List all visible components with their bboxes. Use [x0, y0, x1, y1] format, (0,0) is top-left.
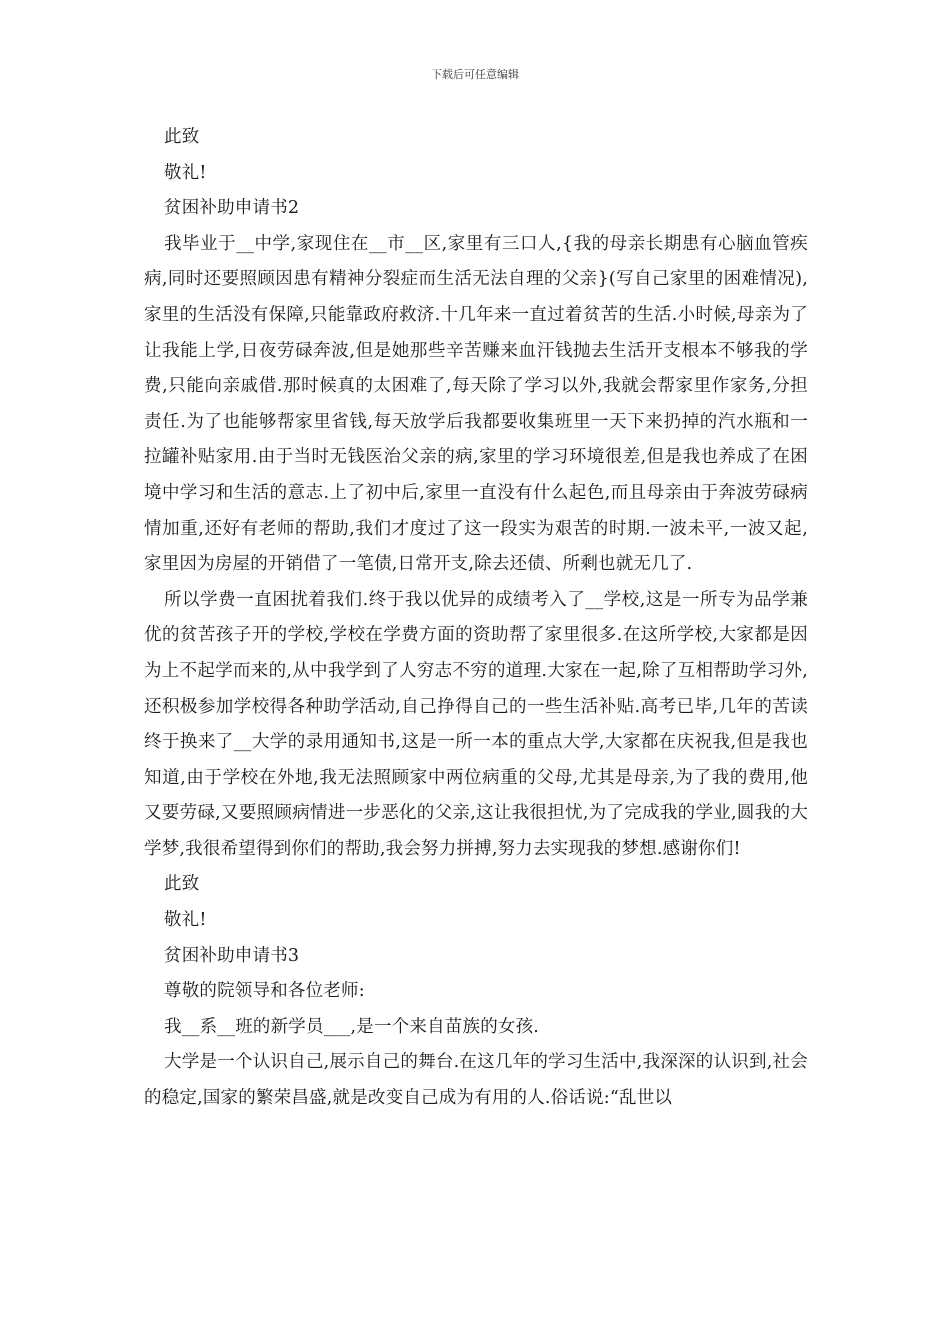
greeting-line: 尊敬的院领导和各位老师:	[164, 981, 365, 1002]
body-paragraph: 我毕业于__中学,家现住在__市__区,家里有三口人,{我的母亲长期患有心脑血管疾病,同时还要照顾因患有精神分裂症而生活无法自理的父亲}(写自己家里的困难情况),家里的生活没有保障,只能靠政府救济.十几年来一直过着贫苦的生活.小时候,母亲为了让我能上学,日夜劳碌奔波,但是她那些辛苦赚来血汗钱抛去生活开支根本不够我的学费,只能向亲戚借.那时候真的太困难了,每天除了学习以外,我就会帮家里作家务,分担责任.为了也能够帮家里省钱,每天放学后我都要收集班里一天下来扔掉的汽水瓶和一拉罐补贴家用.由于当时无钱医治父亲的病,家里的学习环境很差,但是我也养成了在困境中学习和生活的意志.上了初中后,家里一直没有什么起色,而且母亲由于奔波劳碌病情加重,还好有老师的帮助,我们才度过了这一段实为艰苦的时期.一波未平,一波又起,家里因为房屋的开销借了一笔债,日常开支,除去还债、所剩也就无几了.	[144, 233, 808, 575]
intro-line: 我__系__班的新学员___,是一个来自苗族的女孩.	[164, 1016, 540, 1037]
closing-regards: 敬礼!	[164, 910, 207, 931]
page-header: 下载后可任意编辑	[431, 68, 519, 81]
body-paragraph: 所以学费一直困扰着我们.终于我以优异的成绩考入了__学校,这是一所专为品学兼优的贫苦孩子开的学校,学校在学费方面的资助帮了家里很多.在这所学校,大家都是因为上不起学而来的,从中我学到了人穷志不穷的道理.大家在一起,除了互相帮助学习外,还积极参加学校得各种助学活动,自己挣得自己的一些生活补贴.高考已毕,几年的苦读终于换来了__大学的录用通知书,这是一所一本的重点大学,大家都在庆祝我,但是我也知道,由于学校在外地,我无法照顾家中两位病重的父母,尤其是母亲,为了我的费用,他又要劳碌,又要照顾病情进一步恶化的父亲,这让我很担忧,为了完成我的学业,圆我的大学梦,我很希望得到你们的帮助,我会努力拼搏,努力去实现我的梦想.感谢你们!	[144, 589, 808, 859]
section-title: 贫困补助申请书3	[164, 945, 300, 966]
closing-salutation: 此致	[164, 127, 200, 147]
section-title: 贫困补助申请书2	[164, 198, 300, 219]
closing-salutation: 此致	[164, 874, 200, 895]
closing-regards: 敬礼!	[164, 162, 207, 183]
document-body	[144, 120, 808, 1117]
body-paragraph: 大学是一个认识自己,展示自己的舞台.在这几年的学习生活中,我深深的认识到,社会的稳定,国家的繁荣昌盛,就是改变自己成为有用的人.俗话说:“乱世以	[144, 1052, 808, 1109]
